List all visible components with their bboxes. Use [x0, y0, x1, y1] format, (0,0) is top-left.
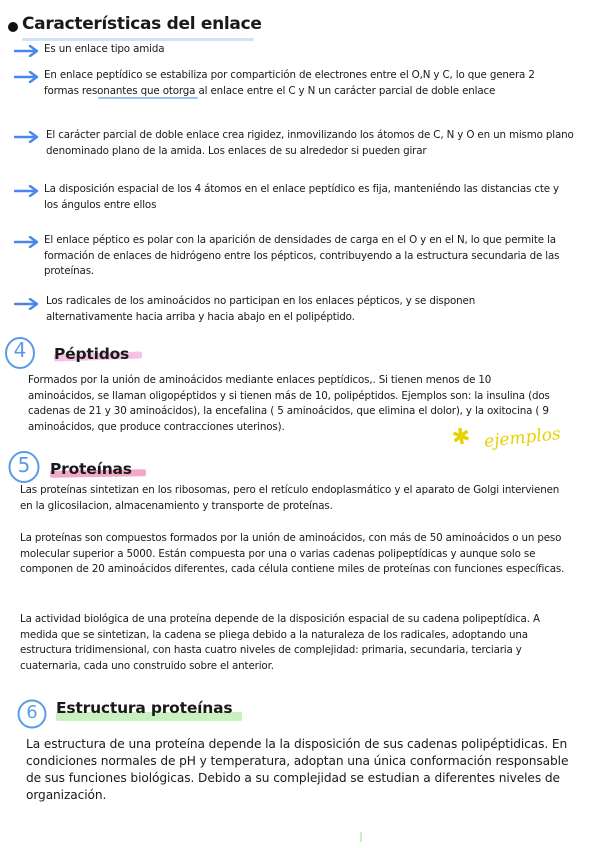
section-5-title: Proteínas [50, 460, 132, 478]
section-4-number: 4 [13, 338, 27, 362]
arrow-right-icon [14, 185, 40, 197]
section-5-paragraph-3: La actividad biológica de una proteína depende de la disposición espacial de su cadena polipeptídica. A medida que se sintetizan, la cadena se pliega debido a la naturaleza de los radicales, adoptando una estructura tridimensional, con hasta cuatro niveles de complejidad: primaria, secundaria, terciaria y cuaternaria, cada uno construido sobre el anterior. [20, 613, 540, 672]
section-6-number: 6 [26, 702, 38, 723]
ejemplos-annotation: ejemplos [483, 424, 562, 452]
arrow-right-icon [14, 45, 40, 57]
section-5-number: 5 [17, 453, 31, 477]
arrow-right-icon [14, 71, 40, 83]
arrow-right-icon [14, 131, 40, 143]
bullet-3: El carácter parcial de doble enlace crea rigidez, inmovilizando los átomos de C, N y O en un mismo plano denominado plano de la amida. Los enlaces de su alrededor si pueden girar [46, 129, 574, 157]
title-bullet-dot [8, 22, 18, 32]
section-6-title: Estructura proteínas [56, 699, 233, 717]
section-4-title: Péptidos [54, 345, 130, 363]
bullet-5: El enlace péptico es polar con la aparición de densidades de carga en el O y en el N, lo que permite la formación de enlaces de hidrógeno entre los pépticos, contribuyendo a la estructura secundaria de las proteínas. [44, 234, 560, 277]
arrow-right-icon [14, 236, 40, 248]
bullet-6: Los radicales de los aminoácidos no participan en los enlaces pépticos, y se disponen alternativamente hacia arriba y hacia abajo en el polipéptido. [46, 295, 476, 323]
title-underline [22, 38, 254, 41]
section-6-body: La estructura de una proteína depende la la disposición de sus cadenas polipéptidicas. En condiciones normales de pH y temperatura, adoptan una única conformación responsable de sus funciones biológicas. Debido a su complejidad se estudian a diferentes niveles de organización. [26, 737, 569, 802]
page-title: Características del enlace [22, 14, 262, 34]
decorative-tick [360, 832, 362, 842]
section-4-body: Formados por la unión de aminoácidos mediante enlaces peptídicos,. Si tienen menos de 10 aminoácidos, se llaman oligopéptidos y si tienen más de 10, polipéptidos. Ejemplos son: la insulina (dos cadenas de 21 y 30 aminoácidos), la encefalina ( 5 aminoácidos, que elimina el dolor), y la oxitocina ( 9 aminoácidos, que produce contracciones uterinos). [28, 374, 550, 433]
bullet-4: La disposición espacial de los 4 átomos en el enlace peptídico es fija, manteniéndo las distancias cte y los ángulos entre ellos [44, 183, 559, 211]
bullet-1: Es un enlace tipo amida [44, 43, 165, 55]
section-5-paragraph-1: Las proteínas sintetizan en los ribosomas, pero el retículo endoplasmático y el aparato de Golgi intervienen en la glicosilacion, almacenamiento y transporte de proteínas. [20, 484, 560, 512]
arrow-right-icon [14, 298, 40, 310]
bullet-2: En enlace peptídico se estabiliza por compartición de electrones entre el O,N y C, lo que genera 2 formas resonantes que otorga al enlace entre el C y N un carácter parcial de doble enlace [44, 69, 535, 97]
ejemplos-star-icon: ✱ [450, 423, 473, 452]
highlight-underline [98, 97, 198, 99]
section-5-paragraph-2: La proteínas son compuestos formados por la unión de aminoácidos, con más de 50 aminoácidos o un peso molecular superior a 5000. Están compuesta por una o varias cadenas polipeptídicas y aunque solo se componen de 20 aminoácidos diferentes, cada célula contiene miles de proteínas con funciones específicas. [20, 532, 565, 575]
